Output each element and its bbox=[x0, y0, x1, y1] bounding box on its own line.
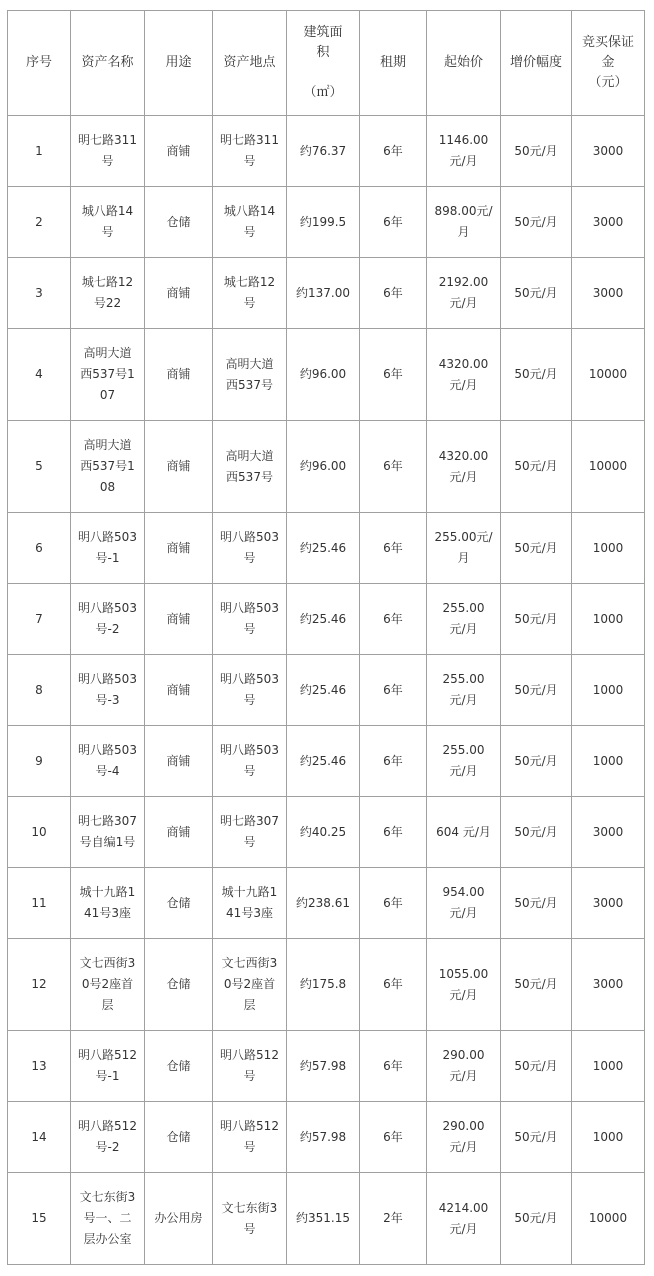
cell-term: 6年 bbox=[360, 329, 427, 421]
cell-increment: 50元/月 bbox=[501, 726, 572, 797]
table-row bbox=[8, 1102, 645, 1173]
cell-term: 6年 bbox=[360, 868, 427, 939]
header-location: 资产地点 bbox=[213, 11, 287, 116]
cell-area: 约96.00 bbox=[287, 329, 360, 421]
cell-area: 约40.25 bbox=[287, 797, 360, 868]
cell-increment: 50元/月 bbox=[501, 1173, 572, 1265]
header-row bbox=[8, 11, 645, 116]
cell-term: 6年 bbox=[360, 1102, 427, 1173]
cell-term: 6年 bbox=[360, 1031, 427, 1102]
table-row bbox=[8, 797, 645, 868]
table-row bbox=[8, 421, 645, 513]
cell-increment: 50元/月 bbox=[501, 329, 572, 421]
table-row bbox=[8, 868, 645, 939]
cell-location: 文七东街3 号 bbox=[213, 1173, 287, 1265]
cell-deposit: 10000 bbox=[572, 421, 645, 513]
cell-deposit: 1000 bbox=[572, 655, 645, 726]
cell-no: 10 bbox=[8, 797, 71, 868]
cell-location: 城七路12 号 bbox=[213, 258, 287, 329]
cell-term: 6年 bbox=[360, 797, 427, 868]
cell-no: 9 bbox=[8, 726, 71, 797]
cell-start-price: 255.00 元/月 bbox=[427, 726, 501, 797]
cell-location: 明八路512 号 bbox=[213, 1031, 287, 1102]
cell-increment: 50元/月 bbox=[501, 797, 572, 868]
cell-no: 6 bbox=[8, 513, 71, 584]
header-deposit: 竞买保证 金 （元） bbox=[572, 11, 645, 116]
cell-usage: 仓储 bbox=[145, 868, 213, 939]
cell-asset-name: 文七西街3 0号2座首 层 bbox=[71, 939, 145, 1031]
cell-term: 6年 bbox=[360, 116, 427, 187]
cell-increment: 50元/月 bbox=[501, 584, 572, 655]
cell-asset-name: 高明大道 西537号1 07 bbox=[71, 329, 145, 421]
cell-location: 城八路14 号 bbox=[213, 187, 287, 258]
header-usage: 用途 bbox=[145, 11, 213, 116]
cell-location: 明八路503 号 bbox=[213, 726, 287, 797]
cell-start-price: 2192.00 元/月 bbox=[427, 258, 501, 329]
cell-usage: 商铺 bbox=[145, 258, 213, 329]
table-row bbox=[8, 1031, 645, 1102]
cell-term: 6年 bbox=[360, 258, 427, 329]
cell-usage: 商铺 bbox=[145, 726, 213, 797]
cell-asset-name: 明八路512 号-1 bbox=[71, 1031, 145, 1102]
cell-asset-name: 高明大道 西537号1 08 bbox=[71, 421, 145, 513]
cell-deposit: 3000 bbox=[572, 187, 645, 258]
cell-no: 4 bbox=[8, 329, 71, 421]
cell-usage: 商铺 bbox=[145, 655, 213, 726]
cell-deposit: 10000 bbox=[572, 1173, 645, 1265]
cell-area: 约175.8 bbox=[287, 939, 360, 1031]
cell-usage: 仓储 bbox=[145, 939, 213, 1031]
cell-location: 明八路512 号 bbox=[213, 1102, 287, 1173]
header-start-price: 起始价 bbox=[427, 11, 501, 116]
cell-term: 6年 bbox=[360, 655, 427, 726]
cell-start-price: 604 元/月 bbox=[427, 797, 501, 868]
cell-start-price: 1055.00 元/月 bbox=[427, 939, 501, 1031]
cell-term: 6年 bbox=[360, 584, 427, 655]
cell-location: 明七路311 号 bbox=[213, 116, 287, 187]
cell-asset-name: 明七路307 号自编1号 bbox=[71, 797, 145, 868]
cell-deposit: 3000 bbox=[572, 939, 645, 1031]
cell-start-price: 4320.00 元/月 bbox=[427, 329, 501, 421]
cell-area: 约25.46 bbox=[287, 513, 360, 584]
table-row bbox=[8, 258, 645, 329]
header-no: 序号 bbox=[8, 11, 71, 116]
table-body bbox=[8, 116, 645, 1265]
header-area: 建筑面 积 （㎡） bbox=[287, 11, 360, 116]
cell-increment: 50元/月 bbox=[501, 939, 572, 1031]
cell-usage: 商铺 bbox=[145, 797, 213, 868]
cell-deposit: 1000 bbox=[572, 1031, 645, 1102]
cell-term: 2年 bbox=[360, 1173, 427, 1265]
cell-area: 约96.00 bbox=[287, 421, 360, 513]
cell-area: 约25.46 bbox=[287, 655, 360, 726]
cell-term: 6年 bbox=[360, 421, 427, 513]
cell-asset-name: 城七路12 号22 bbox=[71, 258, 145, 329]
cell-increment: 50元/月 bbox=[501, 868, 572, 939]
cell-deposit: 3000 bbox=[572, 797, 645, 868]
cell-no: 2 bbox=[8, 187, 71, 258]
cell-start-price: 4320.00 元/月 bbox=[427, 421, 501, 513]
cell-start-price: 898.00元/ 月 bbox=[427, 187, 501, 258]
cell-area: 约25.46 bbox=[287, 726, 360, 797]
cell-deposit: 1000 bbox=[572, 584, 645, 655]
cell-usage: 商铺 bbox=[145, 116, 213, 187]
cell-area: 约57.98 bbox=[287, 1102, 360, 1173]
table-row bbox=[8, 116, 645, 187]
cell-deposit: 1000 bbox=[572, 726, 645, 797]
cell-start-price: 255.00元/ 月 bbox=[427, 513, 501, 584]
cell-no: 14 bbox=[8, 1102, 71, 1173]
asset-lease-table-container bbox=[7, 10, 645, 1265]
cell-increment: 50元/月 bbox=[501, 421, 572, 513]
cell-usage: 仓储 bbox=[145, 1102, 213, 1173]
table-row bbox=[8, 584, 645, 655]
cell-location: 文七西街3 0号2座首 层 bbox=[213, 939, 287, 1031]
cell-start-price: 290.00 元/月 bbox=[427, 1031, 501, 1102]
cell-start-price: 954.00 元/月 bbox=[427, 868, 501, 939]
cell-no: 8 bbox=[8, 655, 71, 726]
cell-asset-name: 明八路503 号-2 bbox=[71, 584, 145, 655]
cell-usage: 商铺 bbox=[145, 421, 213, 513]
table-row bbox=[8, 513, 645, 584]
table-row bbox=[8, 1173, 645, 1265]
cell-location: 明八路503 号 bbox=[213, 655, 287, 726]
cell-usage: 仓储 bbox=[145, 187, 213, 258]
cell-deposit: 10000 bbox=[572, 329, 645, 421]
cell-start-price: 255.00 元/月 bbox=[427, 655, 501, 726]
cell-term: 6年 bbox=[360, 187, 427, 258]
cell-asset-name: 明八路503 号-3 bbox=[71, 655, 145, 726]
cell-deposit: 1000 bbox=[572, 1102, 645, 1173]
cell-asset-name: 明八路512 号-2 bbox=[71, 1102, 145, 1173]
cell-location: 明七路307 号 bbox=[213, 797, 287, 868]
cell-increment: 50元/月 bbox=[501, 187, 572, 258]
cell-start-price: 1146.00 元/月 bbox=[427, 116, 501, 187]
cell-area: 约351.15 bbox=[287, 1173, 360, 1265]
cell-term: 6年 bbox=[360, 726, 427, 797]
cell-asset-name: 城八路14 号 bbox=[71, 187, 145, 258]
cell-location: 高明大道 西537号 bbox=[213, 329, 287, 421]
cell-area: 约57.98 bbox=[287, 1031, 360, 1102]
cell-usage: 商铺 bbox=[145, 329, 213, 421]
cell-asset-name: 城十九路1 41号3座 bbox=[71, 868, 145, 939]
cell-increment: 50元/月 bbox=[501, 116, 572, 187]
cell-no: 11 bbox=[8, 868, 71, 939]
cell-increment: 50元/月 bbox=[501, 655, 572, 726]
cell-no: 15 bbox=[8, 1173, 71, 1265]
cell-deposit: 3000 bbox=[572, 868, 645, 939]
cell-increment: 50元/月 bbox=[501, 258, 572, 329]
cell-area: 约199.5 bbox=[287, 187, 360, 258]
cell-no: 1 bbox=[8, 116, 71, 187]
table-row bbox=[8, 726, 645, 797]
cell-asset-name: 文七东街3 号一、二 层办公室 bbox=[71, 1173, 145, 1265]
cell-term: 6年 bbox=[360, 513, 427, 584]
asset-lease-table bbox=[7, 10, 645, 1265]
cell-increment: 50元/月 bbox=[501, 1102, 572, 1173]
cell-location: 明八路503 号 bbox=[213, 584, 287, 655]
cell-no: 5 bbox=[8, 421, 71, 513]
cell-deposit: 1000 bbox=[572, 513, 645, 584]
cell-location: 城十九路1 41号3座 bbox=[213, 868, 287, 939]
header-increment: 增价幅度 bbox=[501, 11, 572, 116]
header-term: 租期 bbox=[360, 11, 427, 116]
cell-no: 12 bbox=[8, 939, 71, 1031]
cell-start-price: 4214.00 元/月 bbox=[427, 1173, 501, 1265]
cell-term: 6年 bbox=[360, 939, 427, 1031]
table-row bbox=[8, 655, 645, 726]
table-row bbox=[8, 329, 645, 421]
cell-usage: 商铺 bbox=[145, 513, 213, 584]
cell-area: 约137.00 bbox=[287, 258, 360, 329]
cell-location: 高明大道 西537号 bbox=[213, 421, 287, 513]
cell-deposit: 3000 bbox=[572, 258, 645, 329]
table-row bbox=[8, 939, 645, 1031]
header-asset-name: 资产名称 bbox=[71, 11, 145, 116]
cell-usage: 办公用房 bbox=[145, 1173, 213, 1265]
cell-increment: 50元/月 bbox=[501, 513, 572, 584]
cell-area: 约25.46 bbox=[287, 584, 360, 655]
cell-deposit: 3000 bbox=[572, 116, 645, 187]
cell-no: 3 bbox=[8, 258, 71, 329]
cell-asset-name: 明八路503 号-1 bbox=[71, 513, 145, 584]
cell-area: 约238.61 bbox=[287, 868, 360, 939]
cell-no: 13 bbox=[8, 1031, 71, 1102]
cell-asset-name: 明八路503 号-4 bbox=[71, 726, 145, 797]
cell-area: 约76.37 bbox=[287, 116, 360, 187]
table-row bbox=[8, 187, 645, 258]
cell-usage: 商铺 bbox=[145, 584, 213, 655]
cell-usage: 仓储 bbox=[145, 1031, 213, 1102]
cell-start-price: 255.00 元/月 bbox=[427, 584, 501, 655]
cell-increment: 50元/月 bbox=[501, 1031, 572, 1102]
cell-location: 明八路503 号 bbox=[213, 513, 287, 584]
cell-asset-name: 明七路311 号 bbox=[71, 116, 145, 187]
cell-no: 7 bbox=[8, 584, 71, 655]
cell-start-price: 290.00 元/月 bbox=[427, 1102, 501, 1173]
